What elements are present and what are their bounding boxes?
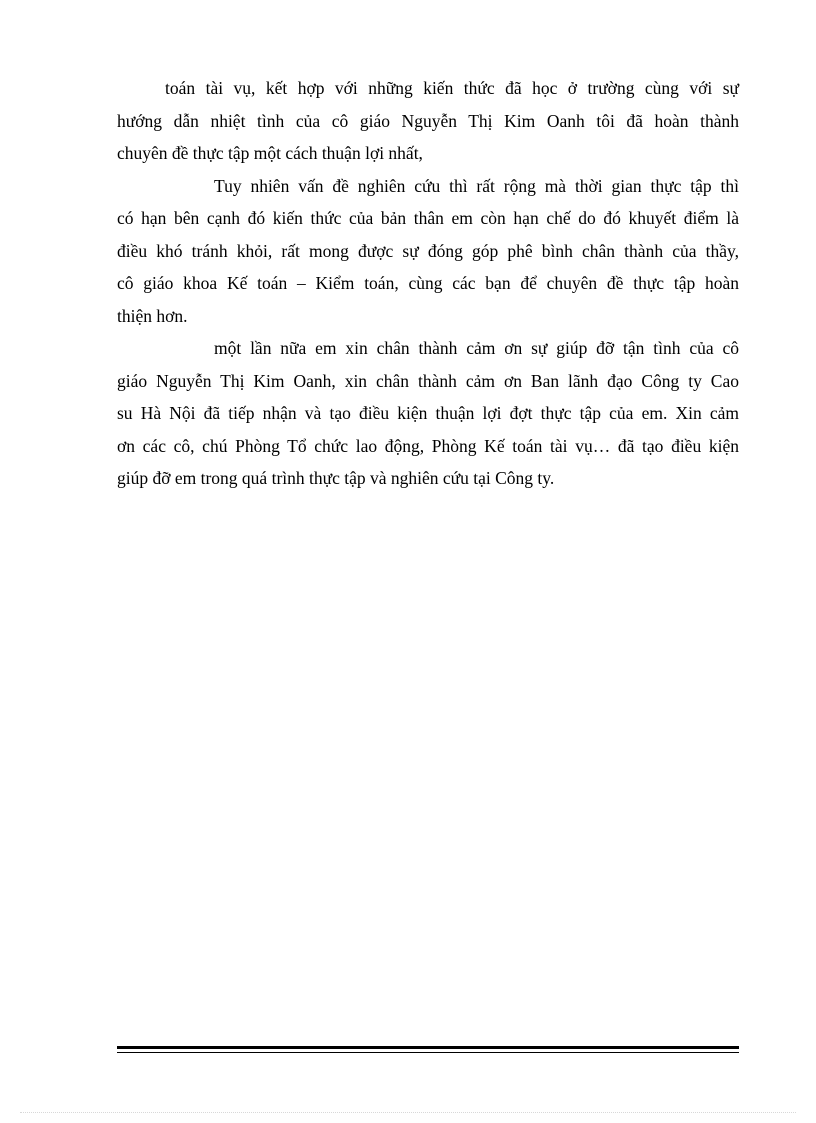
page-bottom-dotted-border [20, 1112, 796, 1113]
text-line: có hạn bên cạnh đó kiến thức của bản thân em còn hạn chế do đó khuyết điểm là [117, 208, 739, 228]
body-text [117, 72, 739, 495]
text-line: toán tài vụ, kết hợp với những kiến thức đã học ở trường cùng với sự [165, 78, 739, 98]
text-line: một lần nữa em xin chân thành cảm ơn sự giúp đỡ tận tình của cô [214, 338, 739, 358]
text-line: điều khó tránh khỏi, rất mong được sự đóng góp phê bình chân thành của thầy, [117, 240, 739, 261]
text-line: hướng dẫn nhiệt tình của cô giáo Nguyễn Thị Kim Oanh tôi đã hoàn thành [117, 110, 739, 131]
text-line: cô giáo khoa Kế toán – Kiểm toán, cùng các bạn để chuyên đề thực tập hoàn [117, 273, 739, 293]
text-line: chuyên đề thực tập một cách thuận lợi nhất, [117, 143, 423, 163]
footer-double-rule [117, 1046, 739, 1053]
paragraph-2 [117, 170, 739, 333]
text-line: giáo Nguyễn Thị Kim Oanh, xin chân thành cảm ơn Ban lãnh đạo Công ty Cao [117, 370, 739, 391]
text-line: Tuy nhiên vấn đề nghiên cứu thì rất rộng mà thời gian thực tập thì [214, 175, 739, 196]
text-line: ơn các cô, chú Phòng Tổ chức lao động, Phòng Kế toán tài vụ… đã tạo điều kiện [117, 435, 739, 456]
paragraph-3 [117, 332, 739, 495]
text-line: su Hà Nội đã tiếp nhận và tạo điều kiện thuận lợi đợt thực tập của em. Xin cảm [117, 403, 739, 423]
text-line: thiện hơn. [117, 305, 188, 326]
paragraph-1 [117, 72, 739, 170]
text-line: giúp đỡ em trong quá trình thực tập và nghiên cứu tại Công ty. [117, 468, 555, 488]
